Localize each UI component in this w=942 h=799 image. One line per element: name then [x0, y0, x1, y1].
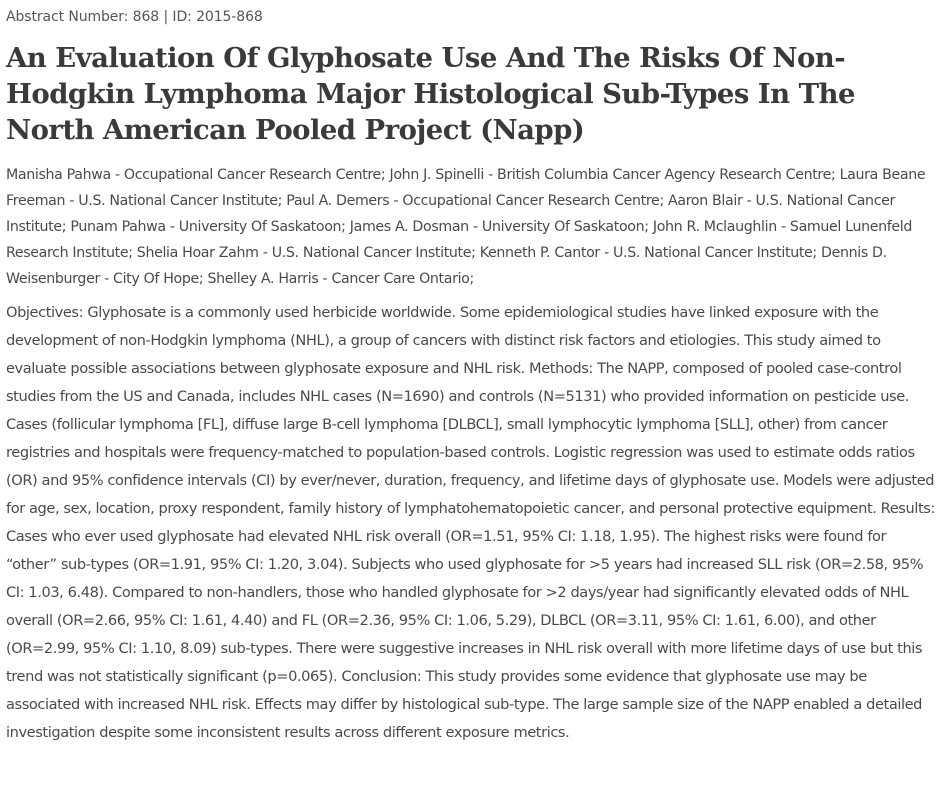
abstract-number-id: Abstract Number: 868 | ID: 2015-868	[6, 9, 263, 25]
abstract-page	[6, 8, 936, 747]
abstract-text: Objectives: Glyphosate is a commonly used herbicide worldwide. Some epidemiological studies have linked exposure with the development of non-Hodgkin lymphoma (NHL), a group of cancers with distinct risk factors and etiologies. This study aimed to evaluate possible associations between glyphosate exposure and NHL risk. Methods: The NAPP, composed of pooled case-control studies from the US and Canada, includes NHL cases (N=1690) and controls (N=5131) who provided information on pesticide use. Cases (follicular lymphoma [FL], diffuse large B-cell lymphoma [DLBCL], small lymphocytic lymphoma [SLL], other) from cancer registries and hospitals were frequency-matched to population-based controls. Logistic regression was used to estimate odds ratios (OR) and 95% confidence intervals (CI) by ever/never, duration, frequency, and lifetime days of glyphosate use. Models were adjusted for age, sex, location, proxy respondent, family history of lymphatohematopoietic cancer, and personal protective equipment. Results: Cases who ever used glyphosate had elevated NHL risk overall (OR=1.51, 95% CI: 1.18, 1.95). The highest risks were found for “other” sub-types (OR=1.91, 95% CI: 1.20, 3.04). Subjects who used glyphosate for >5 years had increased SLL risk (OR=2.58, 95% CI: 1.03, 6.48). Compared to non-handlers, those who handled glyphosate for >2 days/year had significantly elevated odds of NHL overall (OR=2.66, 95% CI: 1.61, 4.40) and FL (OR=2.36, 95% CI: 1.06, 5.29), DLBCL (OR=3.11, 95% CI: 1.61, 6.00), and other (OR=2.99, 95% CI: 1.10, 8.09) sub-types. There were suggestive increases in NHL risk overall with more lifetime days of use but this trend was not statistically significant (p=0.065). Conclusion: This study provides some evidence that glyphosate use may be associated with increased NHL risk. Effects may differ by histological sub-type. The large sample size of the NAPP enabled a detailed investigation despite some inconsistent results across different exposure metrics.	[6, 304, 935, 741]
author-list: Manisha Pahwa - Occupational Cancer Research Centre; John J. Spinelli - British Columbia Cancer Agency Research Centre; Laura Beane Freeman - U.S. National Cancer Institute; Paul A. Demers - Occupational Cancer Research Centre; Aaron Blair - U.S. National Cancer Institute; Punam Pahwa - University Of Saskatoon; James A. Dosman - University Of Saskatoon; John R. Mclaughlin - Samuel Lunenfeld Research Institute; Shelia Hoar Zahm - U.S. National Cancer Institute; Kenneth P. Cantor - U.S. National Cancer Institute; Dennis D. Weisenburger - City Of Hope; Shelley A. Harris - Cancer Care Ontario;	[6, 167, 926, 287]
page-title: An Evaluation Of Glyphosate Use And The Risks Of Non-Hodgkin Lymphoma Major Histological Sub-Types In The North American Pooled Project (Napp)	[6, 42, 855, 146]
